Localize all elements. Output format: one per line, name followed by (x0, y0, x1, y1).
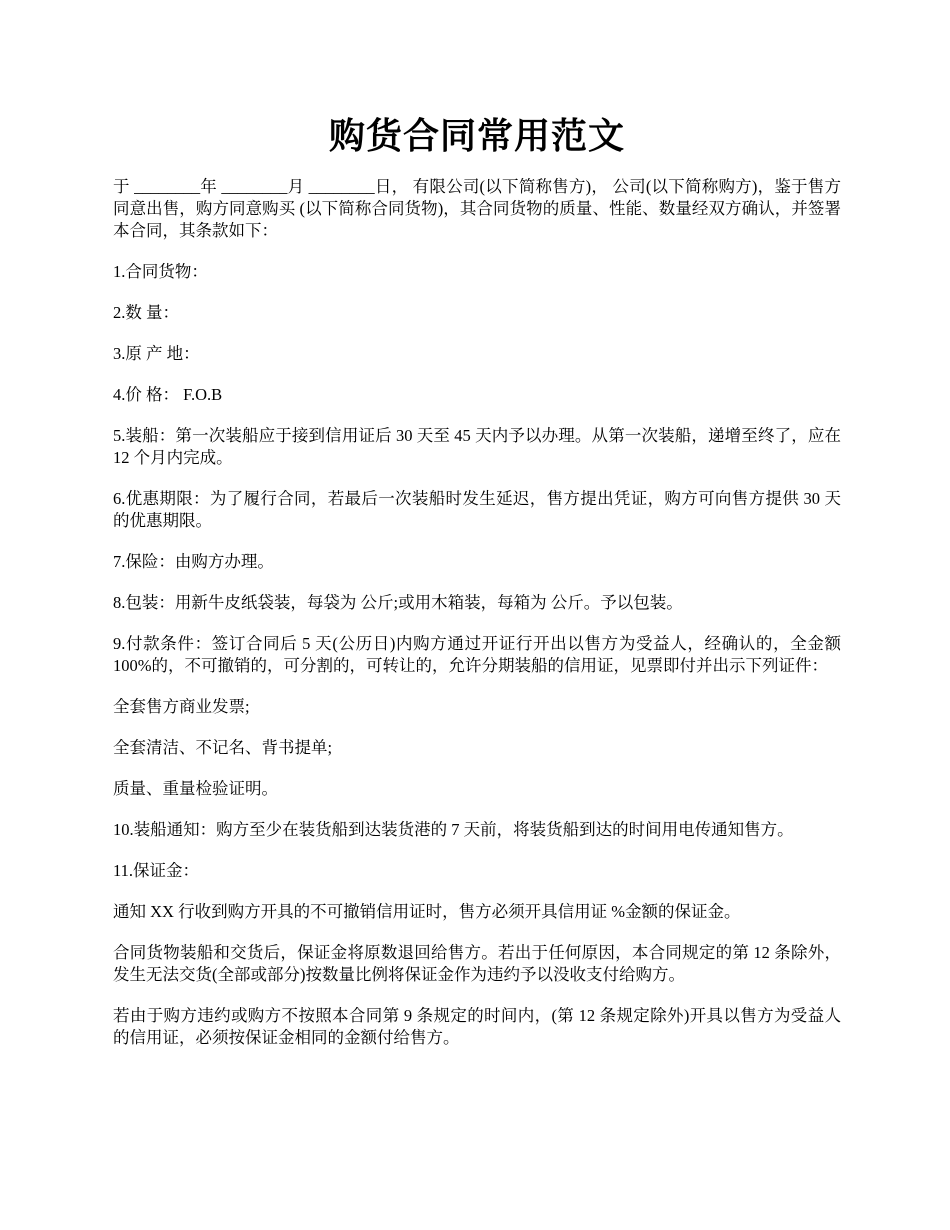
clause-origin: 3.原 产 地： (113, 344, 200, 363)
clause-quantity: 2.数 量： (113, 303, 179, 322)
clause-payment: 9.付款条件：签订合同后 5 天(公历日)内购方通过开证行开出以售方为受益人，经确认的，全金额 100%的，不可撤销的，可分割的，可转让的，允许分期装船的信用证，见票即付并出示下列证件： (113, 634, 841, 675)
clause-insurance: 7.保险：由购方办理。 (113, 552, 274, 571)
document-title: 购货合同常用范文 (328, 116, 625, 156)
preamble-paragraph: 于 ________年 ________月 ________日， 有限公司(以下简称售方)， 公司(以下简称购方)，鉴于售方同意出售，购方同意购买 (以下简称合同货物)，其合同货物的质量、性能、数量经双方确认，并签署本合同，其条款如下： (113, 177, 841, 240)
document-item-inspection: 质量、重量检验证明。 (113, 779, 278, 798)
deposit-paragraph-3: 若由于购方违约或购方不按照本合同第 9 条规定的时间内，(第 12 条规定除外)开具以售方为受益人的信用证，必须按保证金相同的金额付给售方。 (113, 1006, 841, 1047)
clause-shipment: 5.装船：第一次装船应于接到信用证后 30 天至 45 天内予以办理。从第一次装船，递增至终了，应在 12 个月内完成。 (113, 426, 841, 467)
document-item-bill-of-lading: 全套清洁、不记名、背书提单; (113, 738, 333, 757)
document-page (113, 112, 841, 1068)
clause-deposit: 11.保证金： (113, 861, 200, 880)
clause-grace-period: 6.优惠期限：为了履行合同，若最后一次装船时发生延迟，售方提出凭证，购方可向售方提供 30 天的优惠期限。 (113, 489, 841, 530)
clause-goods: 1.合同货物： (113, 262, 208, 281)
deposit-paragraph-2: 合同货物装船和交货后，保证金将原数退回给售方。若出于任何原因，本合同规定的第 12 条除外，发生无法交货(全部或部分)按数量比例将保证金作为违约予以没收支付给购方。 (113, 943, 841, 984)
document-item-invoice: 全套售方商业发票; (113, 697, 250, 716)
deposit-paragraph-1: 通知 XX 行收到购方开具的不可撤销信用证时，售方必须开具信用证 %金额的保证金。 (113, 902, 741, 921)
clause-shipping-notice: 10.装船通知：购方至少在装货船到达装货港的 7 天前，将装货船到达的时间用电传通知售方。 (113, 820, 794, 839)
clause-price: 4.价 格： F.O.B (113, 385, 223, 404)
clause-packing: 8.包装：用新牛皮纸袋装，每袋为 公斤;或用木箱装，每箱为 公斤。予以包装。 (113, 593, 683, 612)
